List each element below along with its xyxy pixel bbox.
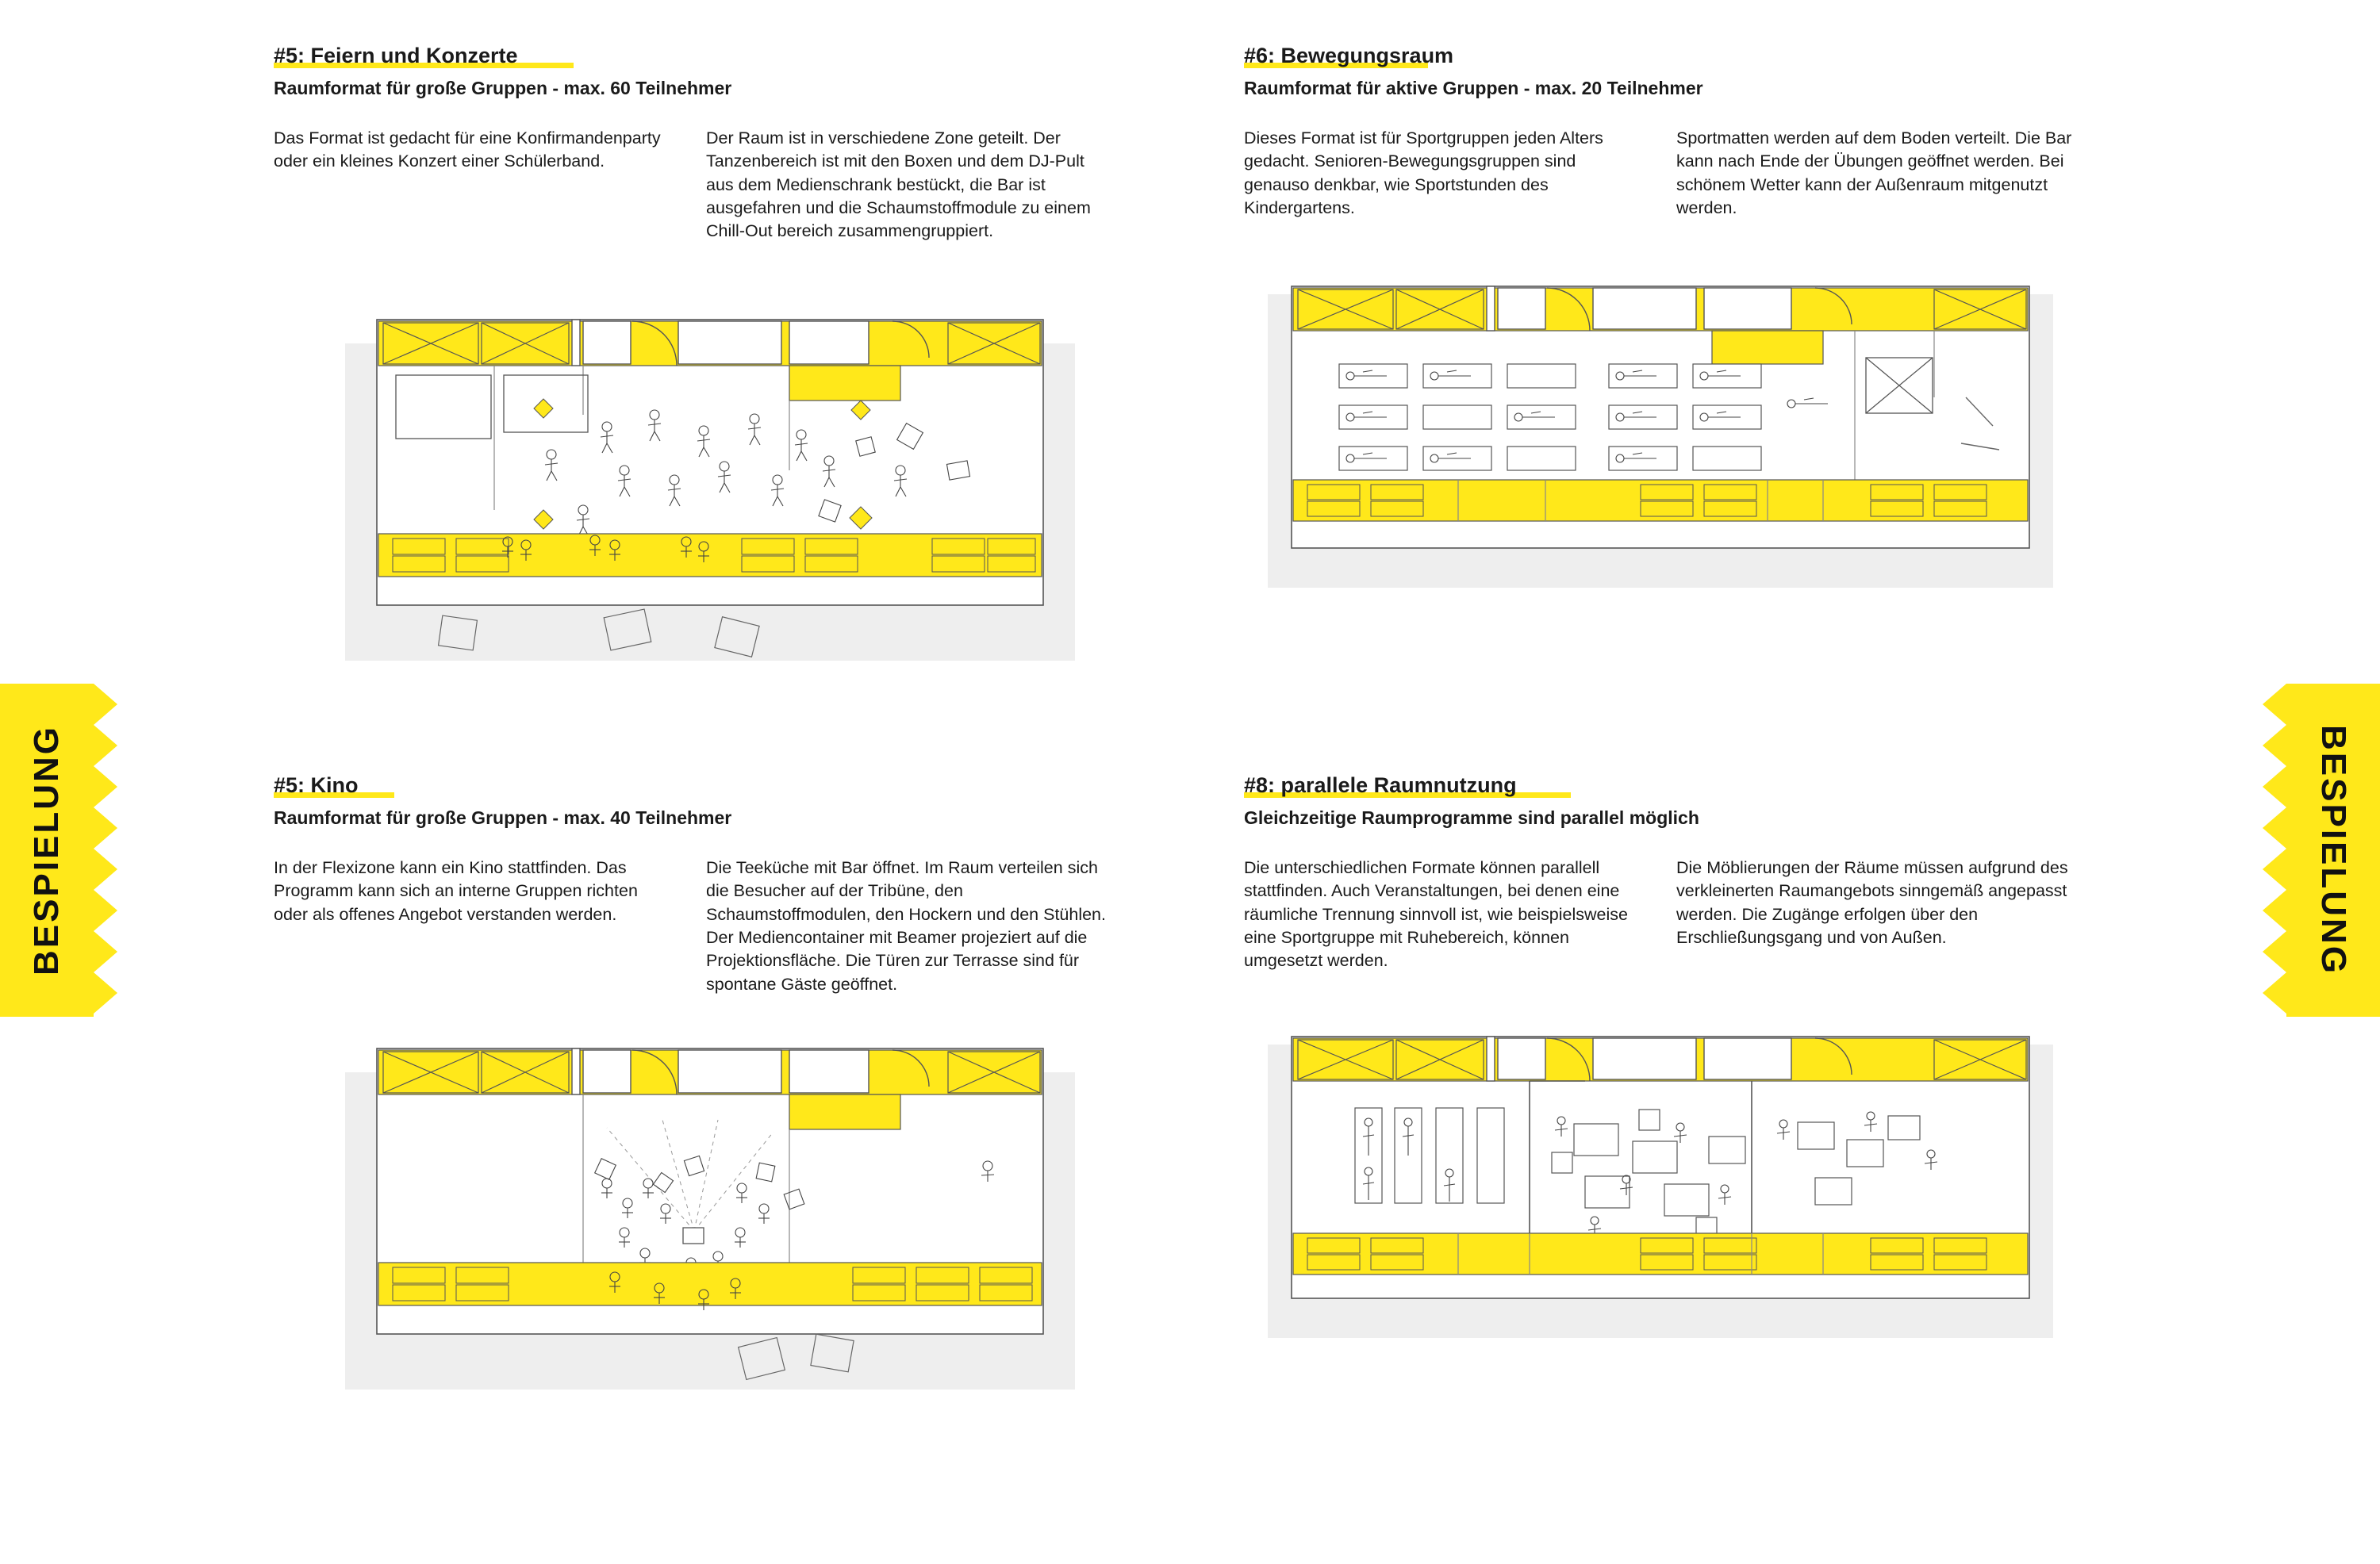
tab-zigzag-notch	[2263, 849, 2286, 890]
paragraph-right: Die Teeküche mit Bar öffnet. Im Raum verteilen sich die Besucher auf der Tribüne, den Schaumstoffmodulen, den Hockern und den Stühlen. Der Mediencontainer mit Beamer projeziert auf die Projektionsfläche. Die Türen zur Terrasse sind für spontane Gäste geöffnet.	[706, 857, 1106, 994]
tab-zigzag-notch	[94, 849, 117, 890]
tab-zigzag-notch	[94, 807, 117, 849]
floor-plan-svg	[1268, 270, 2053, 627]
tab-zigzag-notch	[94, 725, 117, 766]
paragraph-left: Dieses Format ist für Sportgruppen jeden Alters gedacht. Senioren-Bewegungsgruppen sind genauso denkbar, wie Sportstunden des Kindergartens.	[1244, 128, 1603, 217]
section-title: #8: parallele Raumnutzung	[1244, 773, 1517, 797]
paragraph-right: Die Möblierungen der Räume müssen aufgrund des verkleinerten Raumangebots sinngemäß angepasst werden. Die Zugänge erfolgen über den Erschließungsgang und von Außen.	[1676, 857, 2068, 947]
section-subtitle: Raumformat für große Gruppen - max. 60 Teilnehmer	[274, 78, 732, 99]
tab-zigzag-notch	[2263, 807, 2286, 849]
tab-zigzag-notch	[2263, 931, 2286, 972]
tab-zigzag-notch	[2263, 725, 2286, 766]
tab-zigzag-notch	[2263, 766, 2286, 807]
section-paragraphs	[274, 857, 1107, 997]
paragraph-left: Das Format ist gedacht für eine Konfirmandenparty oder ein kleines Konzert einer Schülerband.	[274, 128, 661, 171]
tab-zigzag-notch	[94, 890, 117, 931]
paragraph-left: In der Flexizone kann ein Kino stattfinden. Das Programm kann sich an interne Gruppen richten oder als offenes Angebot verstanden werden.	[274, 857, 638, 924]
paragraph-right: Der Raum ist in verschiedene Zone geteilt. Der Tanzenbereich ist mit den Boxen und dem DJ-Pult aus dem Medienschrank bestückt, die Bar ist ausgefahren und die Schaumstoffmodule zu einem Chill-Out bereich zusammengruppiert.	[706, 128, 1091, 241]
section-title: #5: Kino	[274, 773, 359, 797]
tab-zigzag-notch	[94, 931, 117, 972]
section-subtitle: Raumformat für große Gruppen - max. 40 Teilnehmer	[274, 807, 732, 829]
section-subtitle: Gleichzeitige Raumprogramme sind parallel möglich	[1244, 807, 1699, 829]
section-feiern-und-konzerte	[274, 44, 1107, 716]
section-kino	[274, 773, 1107, 1437]
floor-plan-kino	[345, 1025, 1107, 1437]
section-paragraphs	[274, 127, 1107, 243]
floor-plan-feiern-und-konzerte	[345, 272, 1107, 716]
side-tab-right	[2286, 684, 2380, 1017]
tab-zigzag-notch	[2263, 890, 2286, 931]
floor-plan-parallele-raumnutzung	[1268, 1021, 2077, 1370]
section-paragraphs	[1244, 857, 2077, 973]
side-tab-left	[0, 684, 94, 1017]
tab-zigzag-notch	[94, 684, 117, 725]
section-title: #5: Feiern und Konzerte	[274, 44, 518, 67]
section-bewegungsraum	[1244, 44, 2077, 627]
floor-plan-svg	[345, 1025, 1075, 1437]
side-tab-right-label: BESPIELUNG	[2314, 724, 2353, 976]
paragraph-left: Die unterschiedlichen Formate können parallell stattfinden. Auch Veranstaltungen, bei denen eine räumliche Trennung sinnvoll ist, wie beispielsweise eine Sportgruppe mit Ruhebereich, können umgesetzt werden.	[1244, 857, 1628, 971]
tab-zigzag-notch	[2263, 684, 2286, 725]
section-subtitle: Raumformat für aktive Gruppen - max. 20 Teilnehmer	[1244, 78, 1703, 99]
tab-zigzag-notch	[94, 972, 117, 1014]
paragraph-right: Sportmatten werden auf dem Boden verteilt. Die Bar kann nach Ende der Übungen geöffnet werden. Bei schönem Wetter kann der Außenraum mitgenutzt werden.	[1676, 128, 2072, 217]
side-tab-left-label: BESPIELUNG	[27, 724, 66, 976]
floor-plan-bewegungsraum	[1268, 270, 2077, 627]
tab-zigzag-notch	[2263, 972, 2286, 1014]
section-title: #6: Bewegungsraum	[1244, 44, 1454, 67]
tab-zigzag-notch	[94, 766, 117, 807]
floor-plan-svg	[345, 272, 1075, 716]
floor-plan-svg	[1268, 1021, 2053, 1370]
section-paragraphs	[1244, 127, 2077, 220]
section-parallele-raumnutzung	[1244, 773, 2077, 1370]
